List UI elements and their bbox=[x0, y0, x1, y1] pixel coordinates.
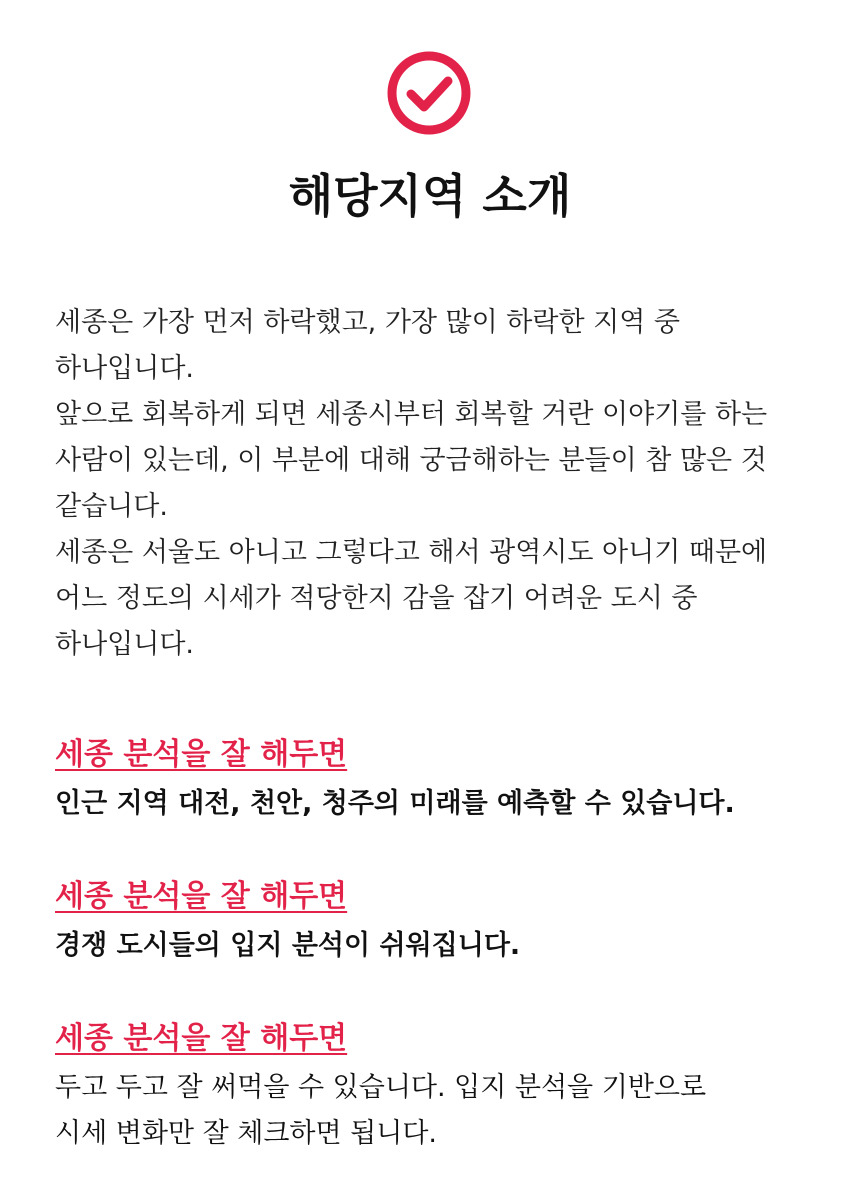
page-title: 해당지역 소개 bbox=[288, 169, 572, 223]
intro-text bbox=[55, 300, 805, 668]
section-body-line: 시세 변화만 잘 체크하면 됩니다. bbox=[55, 1118, 437, 1149]
benefit-section bbox=[55, 877, 815, 969]
benefit-section bbox=[55, 735, 815, 827]
intro-paragraph: 세종은 가장 먼저 하락했고, 가장 많이 하락한 지역 중 하나입니다. bbox=[55, 307, 680, 384]
intro-paragraph: 세종은 서울도 아니고 그렇다고 해서 광역시도 아니기 때문에 어느 정도의 시세가 적당한지 감을 잡기 어려운 도시 중 하나입니다. bbox=[55, 537, 768, 660]
intro-paragraph: 앞으로 회복하게 되면 세종시부터 회복할 거란 이야기를 하는 사람이 있는데, 이 부분에 대해 궁금해하는 분들이 참 많은 것 같습니다. bbox=[55, 399, 768, 522]
benefit-section bbox=[55, 1019, 815, 1157]
section-body bbox=[55, 1065, 815, 1157]
section-body: 경쟁 도시들의 입지 분석이 쉬워집니다. bbox=[55, 930, 521, 961]
check-circle-icon bbox=[386, 50, 472, 136]
section-body: 인근 지역 대전, 천안, 청주의 미래를 예측할 수 있습니다. bbox=[55, 788, 735, 819]
section-heading: 세종 분석을 잘 해두면 bbox=[55, 879, 348, 914]
section-heading: 세종 분석을 잘 해두면 bbox=[55, 1021, 348, 1056]
section-heading: 세종 분석을 잘 해두면 bbox=[55, 737, 348, 772]
section-body-line: 두고 두고 잘 써먹을 수 있습니다. 입지 분석을 기반으로 bbox=[55, 1072, 707, 1103]
